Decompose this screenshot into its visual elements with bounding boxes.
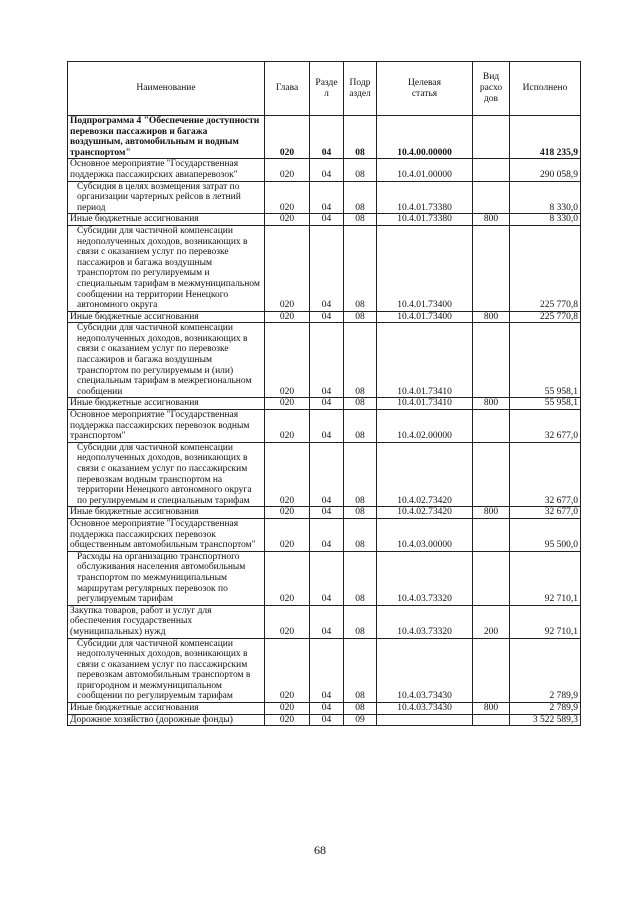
row-section-cell: 04 [310,714,344,726]
row-subsection-cell: 08 [344,225,377,311]
row-name-cell: Субсидии для частичной компенсации недополученных доходов, возникающих в связи с оказанием услуг по перевозке пассажиров и багажа воздушным транспортом по регулируемым и (или) специальным тарифам в межрегиональном сообщении [68,323,265,398]
table-row [68,323,581,398]
row-name-cell: Закупка товаров, работ и услуг для обеспечения государственных (муниципальных) нужд [68,605,265,638]
row-expense-type-cell [473,638,510,703]
row-executed-cell: 55 958,1 [510,398,581,410]
row-section-cell: 04 [310,551,344,605]
row-chapter-cell: 020 [265,181,310,214]
row-target-article-cell: 10.4.00.00000 [377,116,473,159]
row-name-cell: Основное мероприятие "Государственная поддержка пассажирских авиаперевозок" [68,159,265,181]
row-subsection-cell: 08 [344,442,377,507]
row-name-cell: Основное мероприятие "Государственная поддержка пассажирских перевозок водным транспортом" [68,410,265,443]
row-executed-cell: 2 789,9 [510,638,581,703]
row-subsection-cell: 08 [344,605,377,638]
row-name-cell: Дорожное хозяйство (дорожные фонды) [68,714,265,726]
table-row [68,116,581,159]
row-section-cell: 04 [310,507,344,519]
row-chapter-cell: 020 [265,442,310,507]
row-section-cell: 04 [310,605,344,638]
row-chapter-cell: 020 [265,518,310,551]
row-chapter-cell: 020 [265,703,310,715]
row-subsection-cell: 09 [344,714,377,726]
header-target-article: Целевая статья [377,62,473,116]
row-section-cell: 04 [310,518,344,551]
row-target-article-cell: 10.4.01.73400 [377,311,473,323]
row-subsection-cell: 08 [344,638,377,703]
header-executed: Исполнено [510,62,581,116]
row-target-article-cell [377,714,473,726]
row-expense-type-cell [473,225,510,311]
row-name-cell: Иные бюджетные ассигнования [68,311,265,323]
row-executed-cell: 225 770,8 [510,225,581,311]
row-target-article-cell: 10.4.02.73420 [377,507,473,519]
row-subsection-cell: 08 [344,410,377,443]
row-target-article-cell: 10.4.03.73430 [377,703,473,715]
row-subsection-cell: 08 [344,507,377,519]
table-row [68,605,581,638]
row-expense-type-cell: 800 [473,214,510,226]
table-header-row [68,62,581,116]
row-section-cell: 04 [310,311,344,323]
row-section-cell: 04 [310,214,344,226]
row-chapter-cell: 020 [265,551,310,605]
row-name-cell: Субсидия в целях возмещения затрат по организации чартерных рейсов в летний период [68,181,265,214]
row-section-cell: 04 [310,181,344,214]
row-expense-type-cell [473,410,510,443]
row-chapter-cell: 020 [265,311,310,323]
table-row [68,442,581,507]
table-row [68,551,581,605]
header-expense-type: Вид расхо дов [473,62,510,116]
row-chapter-cell: 020 [265,714,310,726]
row-target-article-cell: 10.4.03.00000 [377,518,473,551]
row-chapter-cell: 020 [265,225,310,311]
table-row [68,714,581,726]
row-section-cell: 04 [310,398,344,410]
row-expense-type-cell [473,714,510,726]
row-executed-cell: 8 330,0 [510,181,581,214]
row-name-cell: Подпрограмма 4 "Обеспечение доступности перевозки пассажиров и багажа воздушным, автомобильным и водным транспортом" [68,116,265,159]
row-expense-type-cell: 800 [473,703,510,715]
row-section-cell: 04 [310,116,344,159]
row-target-article-cell: 10.4.01.73410 [377,323,473,398]
row-chapter-cell: 020 [265,214,310,226]
row-section-cell: 04 [310,159,344,181]
page-number: 68 [314,843,326,857]
row-executed-cell: 92 710,1 [510,605,581,638]
table-row [68,225,581,311]
row-expense-type-cell: 800 [473,507,510,519]
row-expense-type-cell [473,181,510,214]
row-name-cell: Субсидии для частичной компенсации недополученных доходов, возникающих в связи с оказанием услуг по перевозке пассажиров и багажа воздушным транспортом по регулируемым и специальным тарифам в межмуниципальном сообщении на территории Ненецкого автономного округа [68,225,265,311]
row-target-article-cell: 10.4.01.73380 [377,181,473,214]
row-chapter-cell: 020 [265,398,310,410]
row-target-article-cell: 10.4.03.73320 [377,551,473,605]
row-executed-cell: 55 958,1 [510,323,581,398]
table-body [68,116,581,726]
table-row [68,398,581,410]
row-chapter-cell: 020 [265,323,310,398]
row-executed-cell: 3 522 589,3 [510,714,581,726]
row-name-cell: Иные бюджетные ассигнования [68,703,265,715]
row-name-cell: Основное мероприятие "Государственная поддержка пассажирских перевозок общественным автомобильным транспортом" [68,518,265,551]
row-executed-cell: 32 677,0 [510,507,581,519]
row-executed-cell: 32 677,0 [510,410,581,443]
row-executed-cell: 92 710,1 [510,551,581,605]
row-expense-type-cell [473,323,510,398]
row-executed-cell: 32 677,0 [510,442,581,507]
row-chapter-cell: 020 [265,638,310,703]
row-target-article-cell: 10.4.02.00000 [377,410,473,443]
row-subsection-cell: 08 [344,116,377,159]
row-expense-type-cell [473,518,510,551]
row-subsection-cell: 08 [344,181,377,214]
header-subsection: Подр аздел [344,62,377,116]
table-row [68,159,581,181]
row-expense-type-cell [473,442,510,507]
row-subsection-cell: 08 [344,518,377,551]
budget-table [67,61,581,726]
row-expense-type-cell [473,116,510,159]
table-row [68,311,581,323]
row-expense-type-cell: 800 [473,398,510,410]
row-expense-type-cell [473,159,510,181]
table-row [68,214,581,226]
row-target-article-cell: 10.4.01.73400 [377,225,473,311]
row-name-cell: Расходы на организацию транспортного обслуживания населения автомобильным транспортом по межмуниципальным маршрутам регулярных перевозок по регулируемым тарифам [68,551,265,605]
row-subsection-cell: 08 [344,323,377,398]
row-subsection-cell: 08 [344,398,377,410]
row-chapter-cell: 020 [265,159,310,181]
row-chapter-cell: 020 [265,410,310,443]
row-executed-cell: 95 500,0 [510,518,581,551]
table-row [68,507,581,519]
row-target-article-cell: 10.4.01.73410 [377,398,473,410]
row-name-cell: Иные бюджетные ассигнования [68,398,265,410]
row-section-cell: 04 [310,323,344,398]
row-executed-cell: 8 330,0 [510,214,581,226]
row-section-cell: 04 [310,410,344,443]
row-executed-cell: 418 235,9 [510,116,581,159]
table-row [68,703,581,715]
row-subsection-cell: 08 [344,551,377,605]
row-subsection-cell: 08 [344,311,377,323]
row-expense-type-cell [473,551,510,605]
row-chapter-cell: 020 [265,116,310,159]
row-subsection-cell: 08 [344,703,377,715]
table-row [68,638,581,703]
row-name-cell: Субсидии для частичной компенсации недополученных доходов, возникающих в связи с оказанием услуг по пассажирским перевозкам автомобильным транспортом в пригородном и межмуниципальном сообщении по регулируемым тарифам [68,638,265,703]
row-name-cell: Иные бюджетные ассигнования [68,507,265,519]
header-chapter: Глава [265,62,310,116]
row-name-cell: Субсидии для частичной компенсации недополученных доходов, возникающих в связи с оказанием услуг по пассажирским перевозкам водным транспортом на территории Ненецкого автономного округа по регулируемым и специальным тарифам [68,442,265,507]
row-section-cell: 04 [310,703,344,715]
table-row [68,181,581,214]
row-target-article-cell: 10.4.02.73420 [377,442,473,507]
row-expense-type-cell: 800 [473,311,510,323]
row-expense-type-cell: 200 [473,605,510,638]
row-section-cell: 04 [310,638,344,703]
row-subsection-cell: 08 [344,214,377,226]
table-row [68,518,581,551]
header-name: Наименование [68,62,265,116]
row-executed-cell: 225 770,8 [510,311,581,323]
row-section-cell: 04 [310,442,344,507]
row-executed-cell: 290 058,9 [510,159,581,181]
row-chapter-cell: 020 [265,605,310,638]
table-row [68,410,581,443]
row-name-cell: Иные бюджетные ассигнования [68,214,265,226]
row-target-article-cell: 10.4.03.73320 [377,605,473,638]
header-section: Разде л [310,62,344,116]
row-target-article-cell: 10.4.01.00000 [377,159,473,181]
row-target-article-cell: 10.4.01.73380 [377,214,473,226]
row-section-cell: 04 [310,225,344,311]
row-executed-cell: 2 789,9 [510,703,581,715]
row-subsection-cell: 08 [344,159,377,181]
row-chapter-cell: 020 [265,507,310,519]
row-target-article-cell: 10.4.03.73430 [377,638,473,703]
